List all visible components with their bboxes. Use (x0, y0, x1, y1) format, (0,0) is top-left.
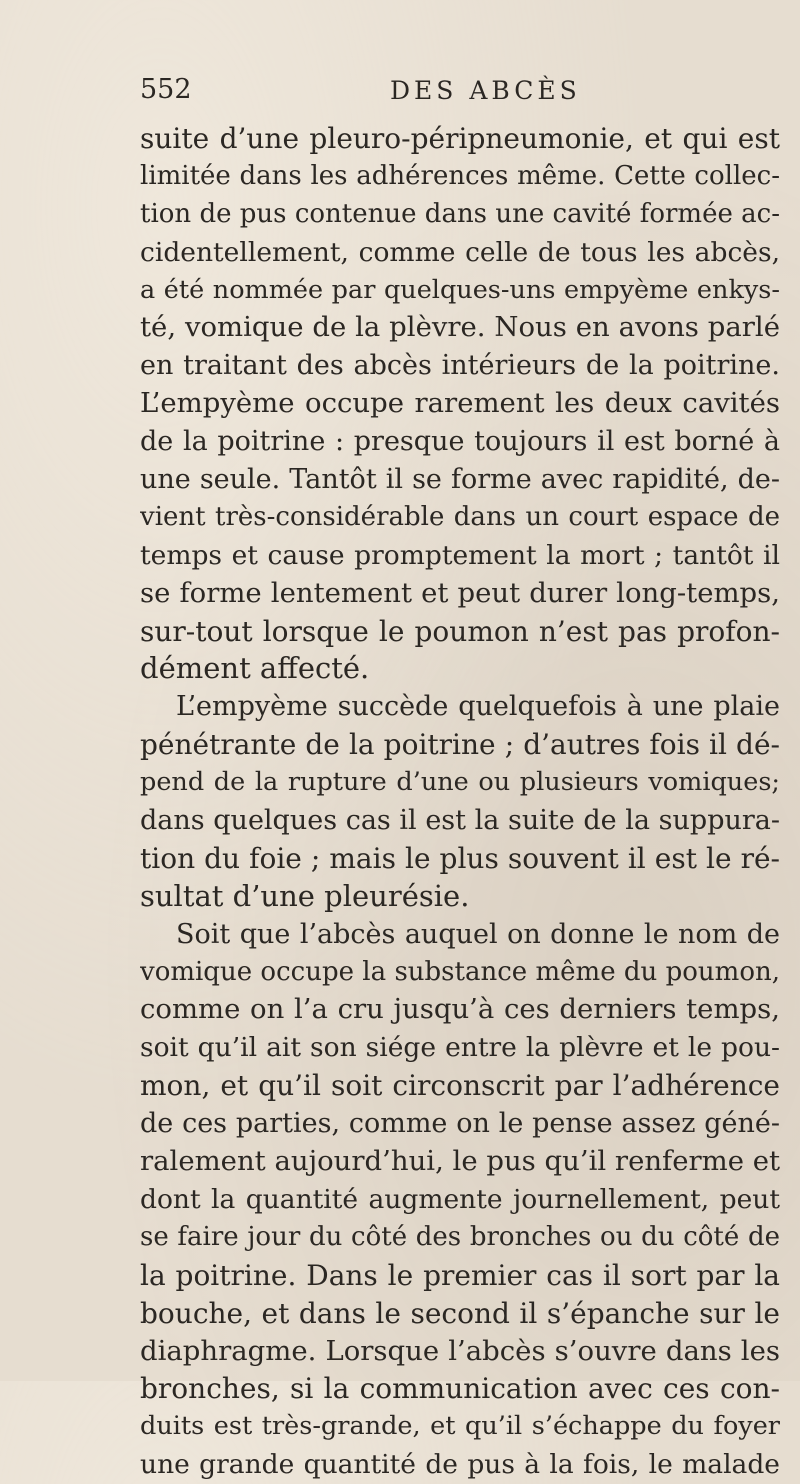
text-line: pénétrante de la poitrine ; d’autres fois il dé- (140, 728, 780, 762)
text-line: une grande quantité de pus à la fois, le malade (140, 1449, 780, 1481)
text-line: se faire jour du côté des bronches ou du côté de (140, 1221, 780, 1252)
text-line: de la poitrine : presque toujours il est borné à (140, 426, 780, 458)
text-line: vient très-considérable dans un court espace de (140, 501, 780, 532)
text-line: vomique occupe la substance même du poumon, (140, 956, 780, 987)
text-line: bouche, et dans le second il s’épanche sur le (140, 1296, 780, 1330)
text-line: L’empyème occupe rarement les deux cavités (140, 387, 780, 420)
text-line: de ces parties, comme on le pense assez géné- (140, 1108, 780, 1140)
text-line: duits est très-grande, et qu’il s’échappe du foyer (140, 1411, 780, 1442)
text-line: dans quelques cas il est la suite de la suppura- (140, 805, 780, 837)
text-line: la poitrine. Dans le premier cas il sort par la (140, 1258, 780, 1292)
text-line: une seule. Tantôt il se forme avec rapidité, de- (140, 464, 780, 496)
text-line: comme on l’a cru jusqu’à ces derniers temps, (140, 993, 780, 1026)
text-line: cidentellement, comme celle de tous les abcès, (140, 236, 780, 268)
body-text (140, 120, 780, 1484)
text-line: suite d’une pleuro-péripneumonie, et qui est (140, 122, 780, 155)
text-line: té, vomique de la plèvre. Nous en avons parlé (140, 311, 780, 344)
text-line: en traitant des abcès intérieurs de la poitrine. (140, 350, 780, 382)
text-line: sultat d’une pleurésie. (140, 878, 470, 913)
page-number: 552 (140, 74, 192, 105)
text-line: dont la quantité augmente journellement, peut (140, 1183, 780, 1215)
text-line: soit qu’il ait son siége entre la plèvre et le pou- (140, 1032, 780, 1064)
running-title: DES ABCÈS (390, 76, 581, 105)
text-line: L’empyème succède quelquefois à une plaie (176, 691, 780, 723)
text-line: sur-tout lorsque le poumon n’est pas profon- (140, 614, 780, 648)
text-line: a été nommée par quelques-uns empyème enkys- (140, 274, 780, 305)
text-line: limitée dans les adhérences même. Cette collec- (140, 160, 780, 191)
text-line: Soit que l’abcès auquel on donne le nom de (176, 918, 780, 950)
text-line: se forme lentement et peut durer long-temps, (140, 576, 780, 609)
text-line: tion de pus contenue dans une cavité formée ac- (140, 198, 780, 229)
text-line: diaphragme. Lorsque l’abcès s’ouvre dans les (140, 1334, 780, 1367)
text-line: mon, et qu’il soit circonscrit par l’adhérence (140, 1069, 780, 1103)
text-line: ralement aujourd’hui, le pus qu’il renferme et (140, 1145, 780, 1178)
text-line: pend de la rupture d’une ou plusieurs vomiques; (140, 767, 780, 798)
text-line: tion du foie ; mais le plus souvent il est le ré- (140, 841, 780, 875)
text-line: bronches, si la communication avec ces con- (140, 1372, 780, 1406)
running-head (140, 74, 780, 114)
text-line: temps et cause promptement la mort ; tantôt il (140, 539, 780, 571)
text-line: dément affecté. (140, 651, 370, 686)
